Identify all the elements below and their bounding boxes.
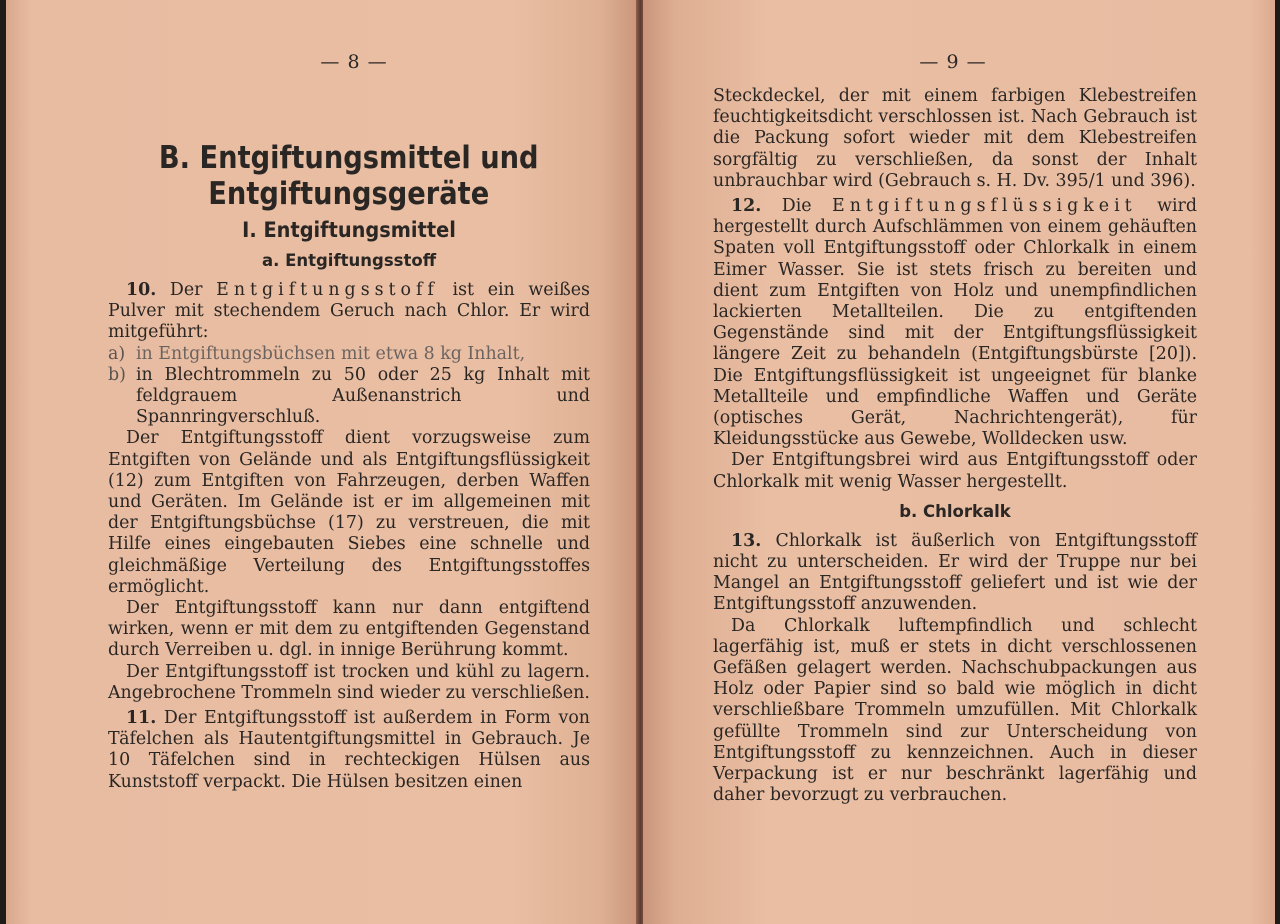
- list-item: [108, 365, 590, 429]
- sub-subsection-title: a. Entgiftungsstoff: [261, 251, 437, 270]
- subsection-title: I. Entgiftungsmittel: [242, 218, 456, 243]
- paragraph-11: [108, 708, 590, 793]
- paragraph-text: Chlorkalk ist äußerlich von Entgiftungsstoff nicht zu unterscheiden. Er wird der Truppe nur bei Mangel an Entgiftungsstoff geliefert und ist wie der Entgiftungsstoff anzuwenden.: [713, 530, 1197, 615]
- paragraph-13: [713, 531, 1197, 616]
- sub-subsection-title: b. Chlorkalk: [899, 501, 1011, 521]
- list-marker: a): [108, 343, 126, 364]
- spaced-term: Entgiftungsstoff: [216, 280, 439, 300]
- left-page: [6, 0, 638, 924]
- paragraph: Der Entgiftungsstoff dient vorzugsweise zum Entgiften von Gelände und als Entgiftungsflüssigkeit (12) zum Entgiften von Fahrzeugen, derben Waffen und Geräten. Im Gelände ist er im allgemeinen mit der Entgiftungsbüchse (17) zu verstreuen, die mit Hilfe eines eingebauten Siebes eine schnelle und gleichmäßige Verteilung des Entgiftungsstoffes ermöglicht.: [108, 428, 590, 597]
- list-item-text: in Entgiftungsbüchsen mit etwa 8 kg Inhalt,: [136, 343, 526, 364]
- list-marker: b): [108, 364, 126, 385]
- paragraph-number: 11.: [126, 708, 157, 729]
- section-title: B. Entgiftungsmittel und Entgiftungsgeräte: [159, 140, 539, 212]
- paragraph-text: Der Entgiftungsstoff ist außerdem in Form von Täfelchen als Hautentgiftungsmittel in Gebrauch. Je 10 Täfelchen sind in rechteckigen Hülsen aus Kunststoff verpackt. Die Hülsen besitzen einen: [108, 708, 590, 792]
- left-text-column: [108, 140, 590, 793]
- paragraph-number: 12.: [731, 196, 762, 217]
- spaced-term: Entgiftungsflüssigkeit: [832, 196, 1137, 217]
- paragraph: Da Chlorkalk luftempfindlich und schlecht lagerfähig ist, muß er stets in dicht verschlossenen Gefäßen gelagert werden. Nachschubpackungen aus Holz oder Papier sind so bald wie möglich in dicht verschließbare Trommeln umzufüllen. Mit Chlorkalk gefüllte Trommeln sind zur Unterscheidung von Entgiftungsstoff zu kennzeichnen. Auch in dieser Verpackung ist er nur beschränkt lagerfähig und daher bevorzugt zu verbrauchen.: [713, 615, 1197, 806]
- paragraph: Der Entgiftungsstoff kann nur dann entgiftend wirken, wenn er mit dem zu entgiftenden Gegenstand durch Verreiben u. dgl. in innige Berührung kommt.: [108, 598, 590, 661]
- list-item: [108, 344, 590, 365]
- right-text-column: [713, 86, 1197, 807]
- list-item-text: in Blechtrommeln zu 50 oder 25 kg Inhalt mit feldgrauem Außenanstrich und Spannringverschluß.: [136, 364, 590, 428]
- right-page: [643, 0, 1275, 924]
- paragraph-text: ist ein weißes Pulver mit stechendem Geruch nach Chlor. Er wird mitgeführt:: [108, 280, 590, 343]
- paragraph-12: [713, 196, 1197, 450]
- paragraph-text: wird hergestellt durch Aufschlämmen von einem gehäuften Spaten voll Entgiftungsstoff oder Chlorkalk in einem Eimer Wasser. Sie ist stets frisch zu bereiten und dient zum Entgiften von Holz und unempfindlichen lackierten Metallteilen. Die zu entgiftenden Gegenstände sind mit der Entgiftungsflüssigkeit längere Zeit zu behandeln (Entgiftungsbürste [20]). Die Entgiftungsflüssigkeit ist ungeeignet für blanke Metallteile und empfindliche Waffen und Geräte (optisches Gerät, Nachrichtengerät), für Kleidungsstücke aus Gewebe, Wolldecken usw.: [713, 196, 1198, 450]
- paragraph-continuation: Steckdeckel, der mit einem farbigen Klebestreifen feuchtigkeitsdicht verschlossen ist. Nach Gebrauch ist die Packung sofort wieder mit dem Klebestreifen sorgfältig zu verschließen, da sonst der Inhalt unbrauchbar wird (Gebrauch s. H. Dv. 395/1 und 396).: [713, 86, 1197, 191]
- page-number: — 9 —: [919, 51, 987, 73]
- page-number: — 8 —: [320, 51, 388, 73]
- paragraph: Der Entgiftungsbrei wird aus Entgiftungsstoff oder Chlorkalk mit wenig Wasser hergestellt.: [713, 450, 1197, 492]
- paragraph-text: Die: [781, 196, 812, 217]
- paragraph: Der Entgiftungsstoff ist trocken und kühl zu lagern. Angebrochene Trommeln sind wieder zu verschließen.: [108, 661, 590, 703]
- paragraph-number: 13.: [731, 530, 762, 551]
- paragraph-number: 10.: [126, 280, 157, 300]
- paragraph-10: 10. Der Entgiftungsstoff ist ein weißes Pulver mit stechendem Geruch nach Chlor. Er wird mitgeführt:: [108, 280, 590, 343]
